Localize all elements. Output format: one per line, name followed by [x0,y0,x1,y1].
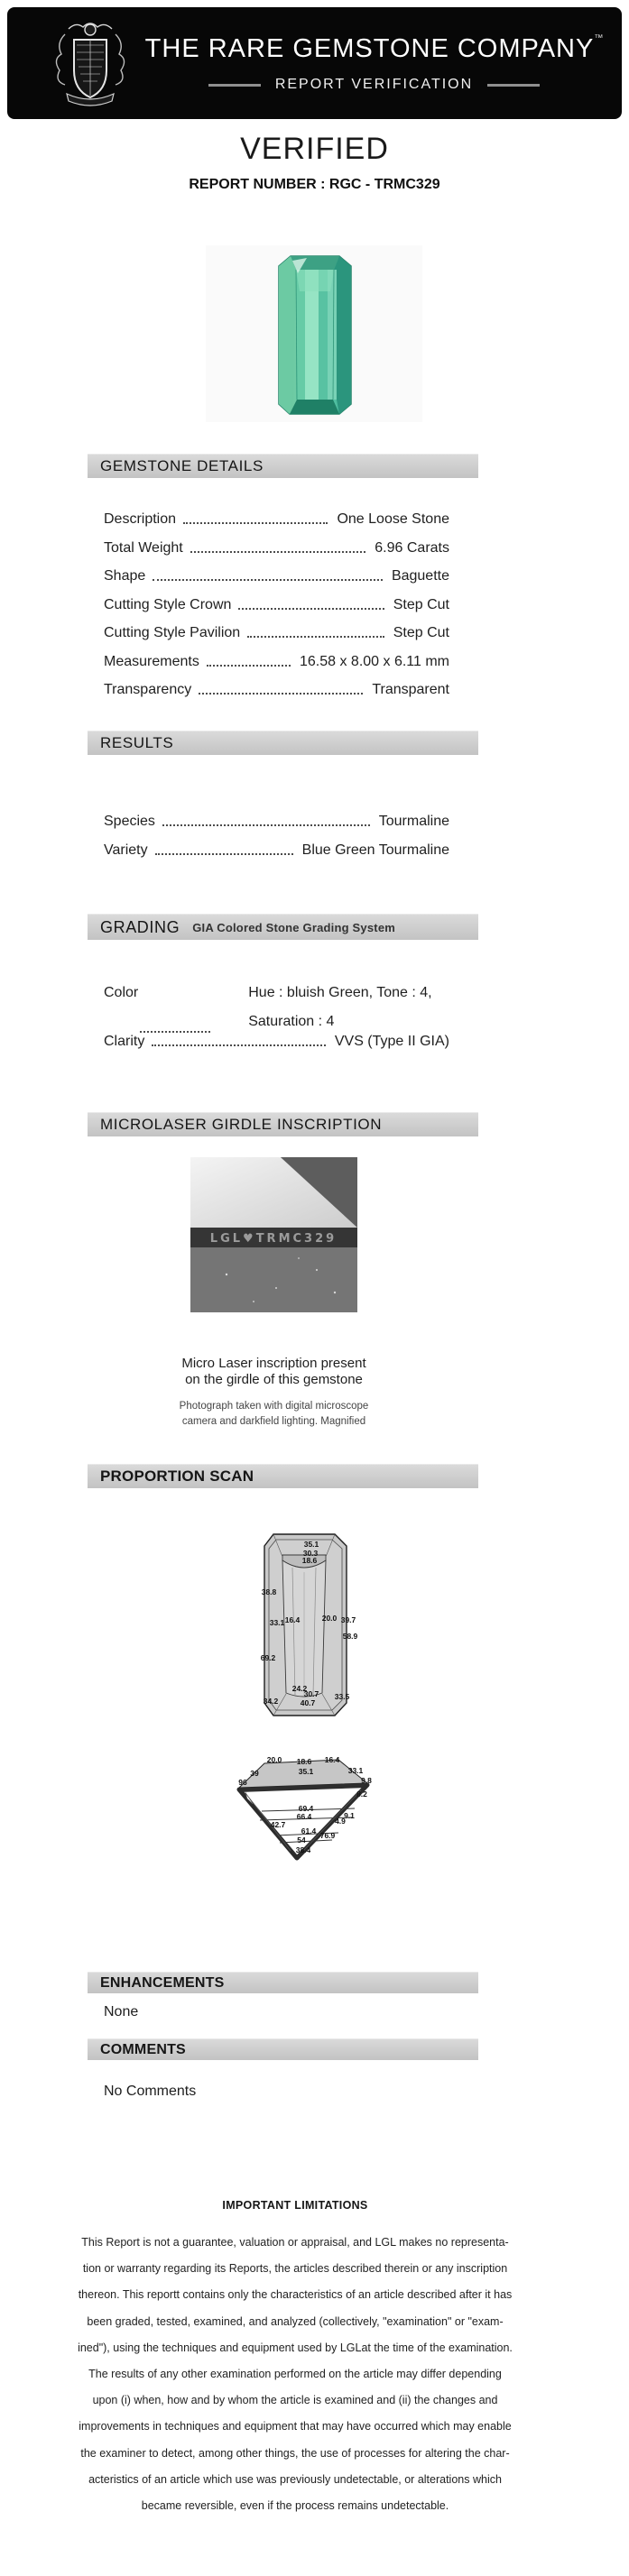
diagram-value-label: 33.5 [334,1692,350,1701]
trademark-symbol: ™ [594,33,604,43]
diagram-value-label: 96 [238,1778,247,1787]
comments-value: No Comments [104,2084,197,2099]
limitations-line: improvements in techniques and equipment that may have occurred which may enable [79,2420,512,2433]
diagram-value-label: 18.6 [296,1757,312,1766]
gemstone-details-rows [104,511,449,710]
diagram-value-label: 35.1 [298,1767,314,1776]
limitations-title: IMPORTANT LIMITATIONS [222,2199,368,2212]
results-rows [104,813,449,869]
diagram-value-label: 34.2 [263,1697,279,1706]
section-header-gemstone-details [88,454,478,478]
detail-row-total-weight: Total Weight 6.96 Carats [104,539,449,556]
diagram-value-label: 40.7 [300,1698,316,1707]
diagram-value-label: 33.1 [347,1766,364,1775]
section-title: PROPORTION SCAN [100,1467,254,1485]
section-title: GRADING [100,917,180,936]
limitations-line: tion or warranty regarding its Reports, the articles described therein or any inscription [82,2262,508,2276]
limitations-line: thereon. This reportt contains only the characteristics of an article described after it has [78,2288,513,2302]
section-header-enhancements [88,1972,478,1993]
section-title: GEMSTONE DETAILS [100,457,264,474]
diagram-value-label: 76.9 [319,1831,336,1840]
diagram-value-label: 39.7 [340,1615,356,1624]
limitations-line: the examiner to detect, among other things, the use of processes for altering the char- [80,2446,510,2460]
verified-status: VERIFIED [240,132,389,166]
header-banner [7,7,622,119]
dotted-leader [199,693,363,695]
diagram-value-label: 30.7 [303,1689,319,1698]
detail-row-cutting-style-crown: Cutting Style Crown Step Cut [104,596,449,612]
girdle-inscription-photo [190,1157,357,1312]
color-grade-value: Hue : bluish Green, Tone : 4, Saturation : 4 [248,985,432,1029]
detail-row-transparency: Transparency Transparent [104,682,449,697]
diagram-value-label: 54 [297,1835,306,1845]
inscription-photo-note: Photograph taken with digital microscope camera and darkfield lighting. Magnified [179,1401,369,1427]
diagram-value-label: 9.8 [361,1776,372,1785]
diagram-value-label: 35.1 [303,1540,319,1549]
limitations-line: became reversible, even if the process remains undetectable. [141,2499,449,2513]
limitations-line: upon (i) when, how and by whom the article is examined and (ii) the changes and [92,2394,498,2407]
diagram-value-label: 33.1 [269,1618,285,1627]
diagram-value-label: 9.1 [344,1811,355,1820]
diagram-value-label: 39 [250,1769,259,1778]
diagram-value-label: 16.4 [284,1615,301,1624]
company-crest-icon [49,18,132,110]
dotted-leader [152,1044,326,1046]
section-title: COMMENTS [100,2041,186,2057]
section-title: ENHANCEMENTS [100,1974,225,1991]
report-verification-heading [208,77,540,93]
dotted-leader [153,579,383,581]
diagram-value-label: 16.4 [324,1755,340,1764]
grading-system-subtitle: GIA Colored Stone Grading System [192,920,396,934]
girdle-inscription-text: LGL♥TRMC329 [209,1232,338,1246]
diagram-value-label: 38.8 [261,1587,277,1596]
company-name: THE RARE GEMSTONE COMPANY™ [144,33,604,63]
header-subtitle: REPORT VERIFICATION [274,77,474,92]
grading-row-clarity: Clarity VVS (Type II GIA) [104,1034,449,1049]
section-title: RESULTS [100,734,174,751]
proportion-top-view-diagram [217,1523,415,1730]
limitations-line: been graded, tested, examined, and analyzed (collectively, "examination" or "exam- [87,2314,504,2328]
diagram-value-label: 20.0 [321,1614,338,1623]
diagram-value-label: 69.2 [260,1653,276,1662]
detail-row-cutting-style-pavilion: Cutting Style Pavilion Step Cut [104,625,449,640]
limitations-line: This Report is not a guarantee, valuation or appraisal, and LGL makes no representa- [81,2236,509,2249]
limitations-line: acteristics of an article which use was previously undetectable, or alterations which [88,2472,502,2486]
diagram-value-label: 42.7 [270,1820,286,1829]
header-text [143,7,606,119]
limitations-text [72,2230,518,2519]
dotted-leader [155,853,293,855]
report-number: REPORT NUMBER : RGC - TRMC329 [189,177,440,192]
diagram-value-label: 4.9 [335,1817,346,1826]
diagram-value-label: 8.2 [356,1789,367,1799]
diagram-value-label: 18.6 [301,1556,318,1565]
diagram-value-label: 30.3 [302,1549,319,1558]
dotted-leader [183,522,328,524]
diagram-value-label: 69.4 [298,1804,314,1813]
dotted-leader [207,665,291,667]
section-header-results [88,731,478,755]
diagram-value-label: 66.4 [296,1812,312,1821]
detail-row-measurements: Measurements 16.58 x 8.00 x 6.11 mm [104,653,449,669]
right-dash-rule [487,84,540,87]
enhancements-value: None [104,2004,139,2019]
diagram-value-label: 58.9 [342,1632,358,1641]
section-header-grading [88,914,478,940]
detail-row-shape: Shape Baguette [104,568,449,584]
detail-row-description: Description One Loose Stone [104,511,449,527]
diagram-value-label: 38.4 [295,1845,311,1854]
diagram-value-label: 61.4 [301,1826,317,1835]
section-header-comments [88,2038,478,2060]
diagram-value-label: 20.0 [266,1755,282,1764]
dotted-leader [247,636,384,638]
grading-rows [104,979,449,1049]
grading-row-color: Color Hue : bluish Green, Tone : 4, Saturation : 4 [104,979,449,1036]
gemstone-photo [271,255,358,415]
result-row-species: Species Tourmaline [104,814,449,829]
dotted-leader [238,608,384,610]
left-dash-rule [208,84,261,87]
dotted-leader [190,551,366,553]
section-title: MICROLASER GIRDLE INSCRIPTION [100,1116,383,1133]
inscription-caption: Micro Laser inscription present on the girdle of this gemstone [181,1356,366,1387]
section-header-microlaser-inscription [88,1112,478,1136]
section-header-proportion-scan [88,1464,478,1488]
proportion-profile-diagram [226,1752,379,1864]
diagram-value-label: 24.2 [291,1684,308,1693]
limitations-line: ined"), using the techniques and equipment used by LGLat the time of the examination. [78,2341,513,2354]
limitations-line: The results of any other examination performed on the article may differ depending [88,2368,502,2381]
result-row-variety: Variety Blue Green Tourmaline [104,842,449,858]
dotted-leader [162,824,370,826]
